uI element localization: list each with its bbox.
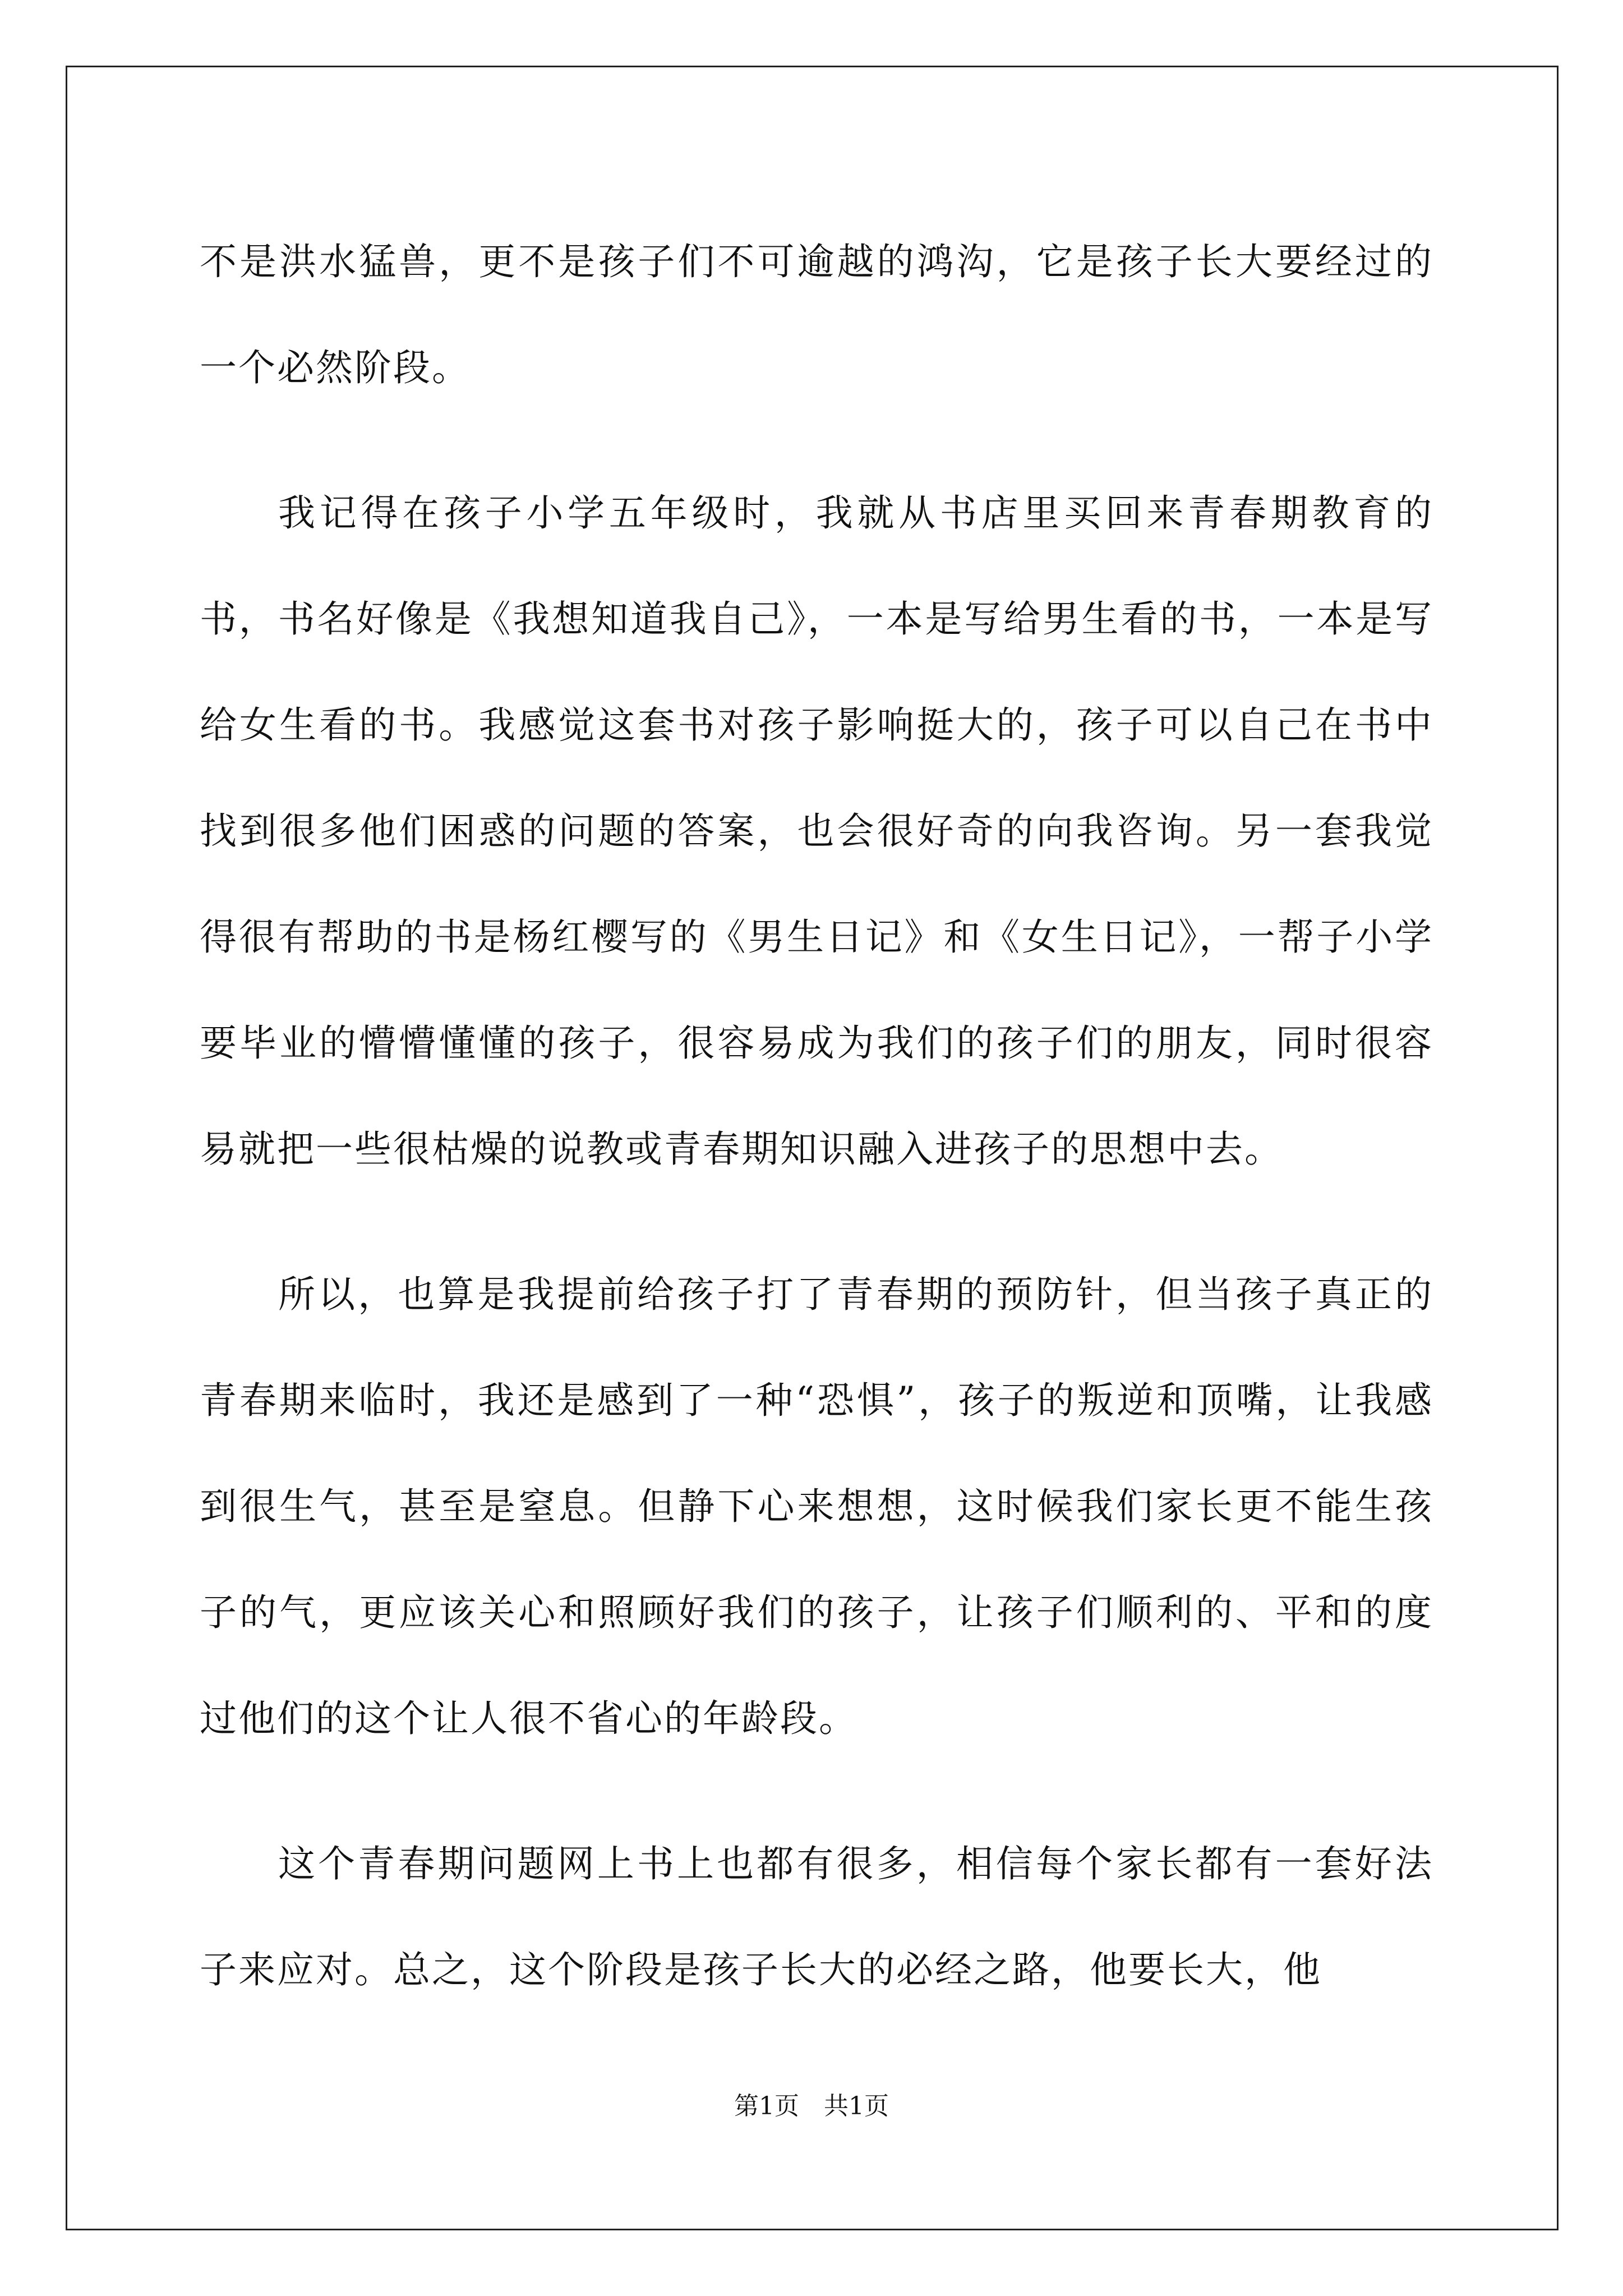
paragraph-1: 不是洪水猛兽，更不是孩子们不可逾越的鸿沟，它是孩子长大要经过的一个必然阶段。 — [200, 240, 1433, 389]
document-body — [200, 209, 1433, 2062]
paragraph-2: 我记得在孩子小学五年级时，我就从书店里买回来青春期教育的书，书名好像是《我想知道我自己》，一本是写给男生看的书，一本是写给女生看的书。我感觉这套书对孩子影响挺大的，孩子可以自己在书中找到很多他们困惑的问题的答案，也会很好奇的向我咨询。另一套我觉得很有帮助的书是杨红樱写的《男生日记》和《女生日记》，一帮子小学要毕业的懵懵懂懂的孩子，很容易成为我们的孩子们的朋友，同时很容易就把一些很枯燥的说教或青春期知识融入进孩子的思想中去。 — [200, 491, 1433, 1171]
paragraph-3: 所以，也算是我提前给孩子打了青春期的预防针，但当孩子真正的青春期来临时，我还是感到了一种“恐惧”，孩子的叛逆和顶嘴，让我感到很生气，甚至是窒息。但静下心来想想，这时候我们家长更不能生孩子的气，更应该关心和照顾好我们的孩子，让孩子们顺利的、平和的度过他们的这个让人很不省心的年龄段。 — [200, 1273, 1433, 1740]
page-footer: 第1页 共1页 — [734, 2092, 889, 2120]
paragraph-4: 这个青春期问题网上书上也都有很多，相信每个家长都有一套好法子来应对。总之，这个阶段是孩子长大的必经之路，他要长大，他 — [200, 1842, 1433, 1991]
